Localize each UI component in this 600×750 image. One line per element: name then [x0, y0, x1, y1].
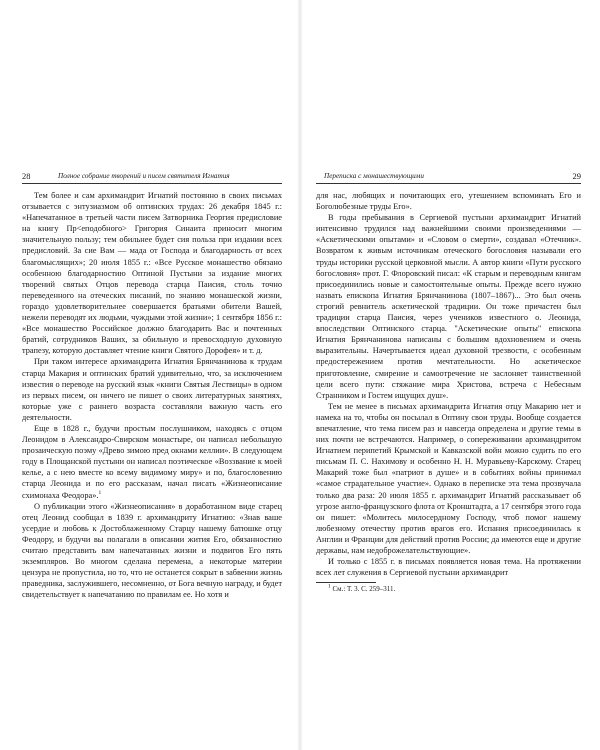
left-running-header — [22, 170, 282, 182]
paragraph-with-footnote — [22, 423, 282, 501]
paragraph: В годы пребывания в Сергиевой пустыни архимандрит Игнатий интенсивно трудился над важнейшими своими произведениями — «Аскетическими опытами» и «Словом о смерти», создавал «Отечник». Возвратом к живым источникам отеческого богословия называли его труды историки русской церковной мысли. А автор книги «Пути русского богословия» прот. Г. Флоровский писал: «К старым и переводным книгам присоединились новые и самостоятельные опыты. Прежде всего нужно назвать епископа Игнатия Брянчанинова (1807–1867)... Это был очень строгий ревнитель аскетической традиции. Он тоже причастен был традиции старца Паисия, через учеников известного о. Леонида, впоследствии Оптинского старца. "Аскетические опыты" епископа Игнатия Брянчанинова написаны с большим вдохновением и очень выразительны. Начертывается идеал духовной трезвости, с особенным предостережением против мечтательности. Но аскетическое приготовление, смирение и самоотречение не заслоняет таинственной цели всего пути: стяжание мира Христова, встреча с Небесным Странником и Гостем ищущих душ». — [316, 213, 581, 400]
paragraph-continuation: для нас, любящих и почитающих его, утешением вспоминать Его и Боголюбезные труды Его». — [316, 191, 581, 212]
right-header-rule — [316, 183, 581, 184]
left-running-title: Полное собрание творений и писем святителя Игнатия — [58, 172, 230, 180]
right-page-number: 29 — [572, 171, 581, 181]
footnote-reference: 1 — [98, 489, 102, 496]
paragraph: Тем не менее в письмах архимандрита Игнатия отцу Макарию нет и намека на то, чтобы он посылал в Оптину свои труды. Вообще создается впечатление, что тема писем раз и навсегда определена и другие темы в них почти не встречаются. Например, о сопереживании архимандритом Игнатием перипетий Крымской и Кавказской войн можно судить по его письмам П. С. Нахимову и особенно Н. Н. Муравьеву-Карскому. Старец Макарий тоже был «патриот в душе» и в событиях войны принимал «самое страдательное участие». Однако в переписке эта тема прозвучала только два раза: 20 июля 1855 г. архимандрит Игнатий рассказывает об угрозе англо-французского флота от Кронштадта, а 17 сентября этого года он пишет: «Молитесь милосердному Господу, чтоб помог нашему любезному отечеству против врагов его. Испания присоединилась к Англии и Франции для действий против России; да имеются еще и другие державы, нам недоброжелательствующие». — [316, 401, 581, 555]
footnote-text: См.: Т. 3. С. 259–311. — [332, 585, 396, 594]
paragraph: И только с 1855 г. в письмах появляется новая тема. На протяжении всех лет служения в Сергиевой пустыни архимандрит — [316, 557, 581, 578]
right-page — [300, 0, 600, 750]
footnote-mark: 1 — [328, 583, 331, 590]
paragraph: Тем более и сам архимандрит Игнатий постоянно в своих письмах отзывается с энтузиазмом об оптинских трудах: 26 декабря 1845 г.: «Напечатанное в третьей части писем Затворника Георгия предисловие на книгу Пр<еподобного> Григория Синаита приносит многим значительную пользу; тем обильнее будет сия польза при издании всех предисловий. За сие Вам — мада от Господа и благодарность от всех благомыслящих»; 20 июля 1855 г.: «Все Русское монашество обязано особенною благодарностию Оптиной Пустыни за издание многих творений святых Отцов перевода старца Паисия, столь точно переведенного на отеческих писаний, по знанию монашеской жизни, гораздо удовлетворительнее совершается братьями обители Вашей, нежели переводят их людьми, чуждыми этой жизни»; 1 сентября 1856 г.: «Все монашество Российское должно благодарить Вас и почтенных братий, сотрудников Ваших, за обильную и превосходную духовную трапезу, которую доставляет чтение книги Святого Дорофея» и т. д. — [22, 191, 282, 356]
left-page-body — [22, 190, 282, 600]
paragraph-text: Еще в 1828 г., будучи простым послушником, находясь с отцом Леонидом в Александро-Свирском монастыре, он написал небольшую прозаическую поэму «Древо зимою пред окнами келлии». В следующем году в Площанской пустыни он написал поэтическое «Воззвание к моей келье, а с нею вместе ко всему видимому миру» и по, благословению старца Леонида и по его рассказам, начал писать «Жизнеописание схимонаха Феодора». — [22, 423, 282, 500]
right-running-header — [316, 170, 581, 182]
left-header-rule — [22, 183, 282, 184]
right-page-body — [316, 190, 581, 594]
paragraph: При таком интересе архимандрита Игнатия Брянчанинова к трудам старца Макария и оптинских братий удивительно, что, за исключением известия о переводе на русский язык «книги Святыя Лествицы» в одном из первых писем, он ничего не пишет о своих литературных занятиях, которые уже с раннего возраста составляли важную часть его деятельности. — [22, 357, 282, 422]
left-page-number: 28 — [22, 171, 31, 181]
footnote — [316, 585, 581, 594]
right-running-title: Переписка с монашествующими — [324, 172, 424, 180]
paragraph: О публикации этого «Жизнеописания» в доработанном виде старец отец Леонид сообщал в 1839 г. архимандриту Игнатию: «Знав ваше усердие и любовь к Достоблаженному Старцу нашему батюшке отцу Феодору, и будучи вы полагали в описании жития Его, обязанностию считаю представить вам напечатанных жизни и подвигов Его пять экземпляров. Во многом сделана перемена, а некоторые материи цензура не пропустила, но то, что не останется сокрыт в забвении жизнь праведника, заслужившего, несомненно, от Бога вечную награду, и будет свидетельствует к напечатанию по правилам ее. Но хотя и — [22, 501, 282, 600]
footnote-rule — [316, 582, 376, 583]
